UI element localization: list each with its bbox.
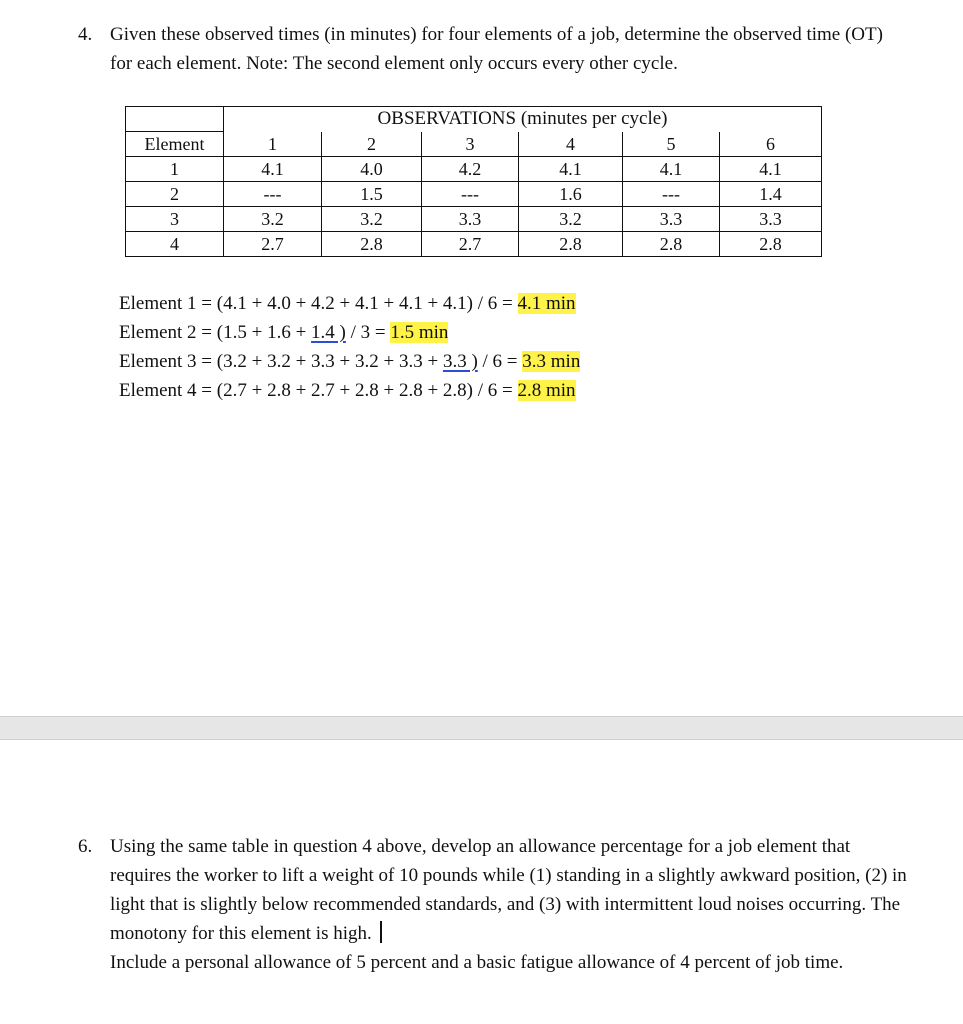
calc-expression: Element 3 = (3.2 + 3.2 + 3.3 + 3.2 + 3.3 + — [119, 351, 443, 372]
question-number: 6. — [78, 836, 93, 857]
value-cell: 3.2 — [224, 207, 322, 232]
calc-underlined-term: 1.4 ) — [311, 322, 346, 343]
calc-expression: Element 2 = (1.5 + 1.6 + — [119, 322, 312, 343]
value-cell: 3.3 — [623, 207, 720, 232]
question-number: 4. — [78, 24, 93, 45]
calc-expression: Element 1 = (4.1 + 4.0 + 4.2 + 4.1 + 4.1 + 4.1) / 6 = — [119, 293, 518, 314]
calc-expression-tail: / 3 = — [345, 322, 391, 343]
table-row — [126, 207, 822, 232]
cycle-header: 6 — [720, 132, 822, 157]
table-row — [126, 232, 822, 257]
question-text-part-2: Include a personal allowance of 5 percent and a basic fatigue allowance of 4 percent of job time. — [110, 952, 844, 973]
table-header: OBSERVATIONS (minutes per cycle) — [224, 107, 822, 132]
calc-result: 2.8 min — [517, 380, 576, 401]
table-corner-cell — [126, 107, 224, 132]
calc-result: 3.3 min — [522, 351, 581, 372]
value-cell: 2.8 — [322, 232, 422, 257]
element-cell: 4 — [126, 232, 224, 257]
calc-line-element-4 — [119, 376, 580, 405]
value-cell: 2.8 — [519, 232, 623, 257]
value-cell: 1.4 — [720, 182, 822, 207]
value-cell: 3.2 — [519, 207, 623, 232]
value-cell: 3.3 — [720, 207, 822, 232]
cycle-header: 3 — [422, 132, 519, 157]
value-cell: 2.7 — [224, 232, 322, 257]
table-row — [126, 157, 822, 182]
value-cell: 4.2 — [422, 157, 519, 182]
observations-table — [125, 106, 822, 257]
question-4 — [78, 20, 908, 78]
value-cell: --- — [224, 182, 322, 207]
calc-line-element-1 — [119, 289, 580, 318]
value-cell: 4.1 — [224, 157, 322, 182]
calc-line-element-2 — [119, 318, 580, 347]
value-cell: 1.6 — [519, 182, 623, 207]
cycle-header: 4 — [519, 132, 623, 157]
question-6 — [78, 832, 908, 977]
question-text: Given these observed times (in minutes) for four elements of a job, determine the observed time (OT) for each element. Note: The second element only occurs every other cycle. — [110, 24, 883, 74]
cycle-header: 5 — [623, 132, 720, 157]
element-cell: 1 — [126, 157, 224, 182]
cycle-header: 2 — [322, 132, 422, 157]
element-cell: 2 — [126, 182, 224, 207]
question-text[interactable] — [110, 832, 908, 977]
document-page-2[interactable] — [0, 740, 963, 1024]
page-break — [0, 716, 963, 740]
value-cell: 2.7 — [422, 232, 519, 257]
table-column-headers — [126, 132, 822, 157]
value-cell: --- — [623, 182, 720, 207]
cycle-header: 1 — [224, 132, 322, 157]
value-cell: 2.8 — [720, 232, 822, 257]
value-cell: 4.0 — [322, 157, 422, 182]
question-text-part-1: Using the same table in question 4 above, develop an allowance percentage for a job element that requires the worker to lift a weight of 10 pounds while (1) standing in a slightly awkward position, (2) in light that is slightly below recommended standards, and (3) with intermittent loud noises occurring. The monotony for this element is high. — [110, 836, 907, 944]
calc-expression: Element 4 = (2.7 + 2.8 + 2.7 + 2.8 + 2.8 + 2.8) / 6 = — [119, 380, 518, 401]
value-cell: 2.8 — [623, 232, 720, 257]
value-cell: 4.1 — [519, 157, 623, 182]
calculations — [119, 289, 580, 405]
element-cell: 3 — [126, 207, 224, 232]
value-cell: 3.3 — [422, 207, 519, 232]
calc-line-element-3 — [119, 347, 580, 376]
value-cell: 4.1 — [720, 157, 822, 182]
element-column-header: Element — [126, 132, 224, 157]
value-cell: 4.1 — [623, 157, 720, 182]
value-cell: 1.5 — [322, 182, 422, 207]
value-cell: 3.2 — [322, 207, 422, 232]
calc-result: 4.1 min — [517, 293, 576, 314]
text-cursor — [380, 921, 382, 943]
calc-underlined-term: 3.3 ) — [442, 351, 478, 372]
value-cell: --- — [422, 182, 519, 207]
calc-result: 1.5 min — [390, 322, 449, 343]
calc-expression-tail: / 6 = — [477, 351, 523, 372]
table-row — [126, 182, 822, 207]
